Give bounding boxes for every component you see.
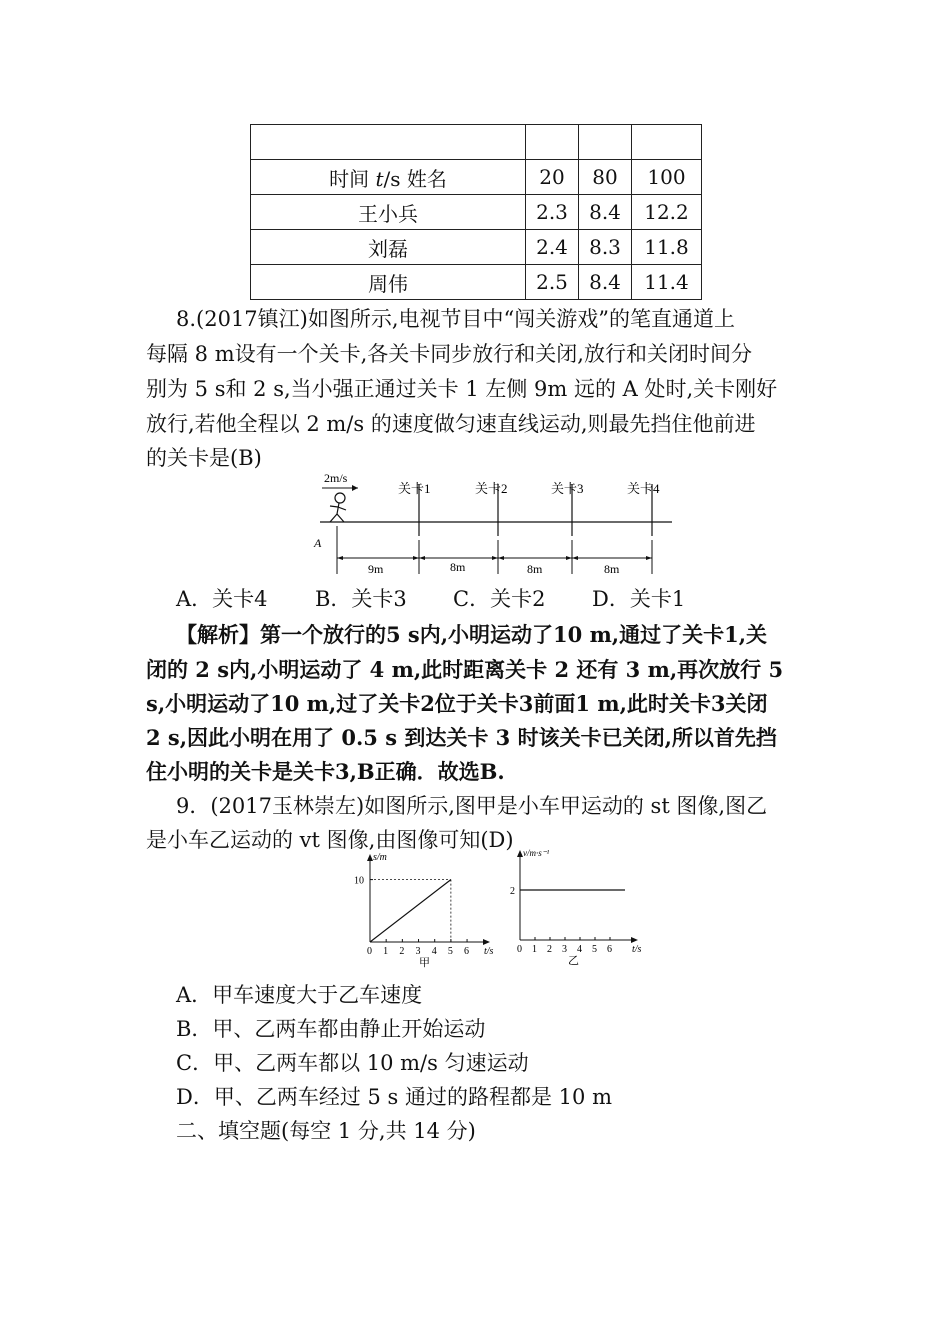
gate-3-label: 关卡3: [551, 481, 584, 496]
x-tick-label: 0: [517, 944, 522, 955]
table-cell: 8.4: [579, 265, 632, 300]
runner-icon: [330, 493, 346, 522]
gate-1-label: 关卡1: [398, 481, 431, 496]
q9-option-a: A．甲车速度大于乙车速度: [176, 983, 423, 1007]
q9-option-b: B．甲、乙两车都由静止开始运动: [176, 1017, 486, 1041]
results-table: [250, 124, 702, 300]
x-tick-label: 3: [415, 946, 421, 957]
table-cell-name: 刘磊: [251, 230, 526, 265]
q8-option-b: B．关卡3: [315, 587, 407, 611]
table-cell: 8.4: [579, 195, 632, 230]
chart-title: 乙: [568, 955, 579, 967]
x-tick-label: 2: [399, 946, 405, 957]
table-header-row: [251, 160, 702, 195]
x-tick-label: 2: [547, 944, 552, 955]
table-header-label: 时间 t/s 姓名: [251, 160, 526, 195]
x-axis-arrow-icon: [631, 937, 638, 943]
q8-line-1: 8.(2017镇江)如图所示,电视节目中“闯关游戏”的笔直通道上: [176, 307, 736, 331]
table-cell: 2.3: [526, 195, 579, 230]
distance-label: 8m: [527, 562, 543, 576]
table-blank-row: [251, 125, 702, 160]
table-row: [251, 195, 702, 230]
analysis-line-2: 闭的 2 s内,小明运动了 4 m,此时距离关卡 2 还有 3 m,再次放行 5: [146, 657, 784, 682]
q8-option-a: A．关卡4: [176, 587, 268, 611]
point-a-label: A: [314, 536, 322, 550]
q8-line-4: 放行,若他全程以 2 m/s 的速度做匀速直线运动,则最先挡住他前进: [146, 412, 756, 436]
q9-line-2: 是小车乙运动的 vt 图像,由图像可知(D): [146, 828, 514, 852]
table-header-cell: 20: [526, 160, 579, 195]
y-axis-label: s/m: [373, 852, 387, 863]
table-cell: 11.4: [632, 265, 702, 300]
x-tick-label: 3: [562, 944, 567, 955]
distance-label: 8m: [450, 560, 466, 574]
q8-option-c: C．关卡2: [453, 587, 546, 611]
x-tick-label: 0: [367, 946, 372, 957]
q9-line-1: 9．(2017玉林崇左)如图所示,图甲是小车甲运动的 st 图像,图乙: [176, 794, 768, 818]
x-tick-label: 4: [431, 946, 437, 957]
chart-vt-graph: [500, 848, 650, 977]
table-row: [251, 265, 702, 300]
series-line: [370, 880, 451, 942]
x-tick-label: 5: [592, 944, 597, 955]
y-tick-label: 10: [354, 875, 364, 887]
q8-line-3: 别为 5 s和 2 s,当小强正通过关卡 1 左侧 9m 远的 A 处时,关卡刚好: [146, 377, 778, 401]
x-axis-label: t/s: [484, 946, 494, 957]
speed-label: 2m/s: [324, 471, 348, 485]
y-axis-label: v/m·s⁻¹: [523, 848, 550, 858]
q8-option-d: D．关卡1: [592, 587, 686, 611]
q8-line-5: 的关卡是(B): [146, 446, 262, 470]
y-tick-label: 2: [510, 886, 515, 897]
chart-title: 甲: [419, 957, 430, 969]
q8-line-2: 每隔 8 m设有一个关卡,各关卡同步放行和关闭,放行和关闭时间分: [146, 342, 752, 366]
table-cell: 2.4: [526, 230, 579, 265]
section-title-fill-in: 二、填空题(每空 1 分,共 14 分): [176, 1119, 476, 1143]
distance-label: 9m: [368, 562, 384, 576]
table-header-cell: 100: [632, 160, 702, 195]
table-cell-name: 周伟: [251, 265, 526, 300]
table-row: [251, 230, 702, 265]
x-tick-label: 5: [447, 946, 453, 957]
x-tick-label: 4: [577, 944, 582, 955]
table-cell: 11.8: [632, 230, 702, 265]
q9-option-d: D．甲、乙两车经过 5 s 通过的路程都是 10 m: [176, 1085, 612, 1109]
table-cell: 2.5: [526, 265, 579, 300]
table-cell: 8.3: [579, 230, 632, 265]
arrow-head-icon: [352, 485, 358, 491]
analysis-line-3: s,小明运动了10 m,过了关卡2位于关卡3前面1 m,此时关卡3关闭: [146, 691, 768, 716]
table-cell-name: 王小兵: [251, 195, 526, 230]
q9-option-c: C．甲、乙两车都以 10 m/s 匀速运动: [176, 1051, 529, 1075]
analysis-line-1: 【解析】第一个放行的5 s内,小明运动了10 m,通过了关卡1,关: [176, 622, 768, 647]
x-tick-label: 1: [532, 944, 537, 955]
x-axis-arrow-icon: [483, 939, 490, 945]
table-header-cell: 80: [579, 160, 632, 195]
analysis-line-5: 住小明的关卡是关卡3,B正确．故选B.: [146, 759, 505, 784]
gate-4-label: 关卡4: [627, 481, 660, 496]
analysis-line-4: 2 s,因此小明在用了 0.5 s 到达关卡 3 时该关卡已关闭,所以首先挡: [146, 725, 777, 750]
chart-st-graph: [340, 852, 494, 977]
gate-diagram: [310, 470, 680, 580]
distance-label: 8m: [604, 562, 620, 576]
x-tick-label: 6: [607, 944, 612, 955]
x-tick-label: 6: [464, 946, 470, 957]
x-axis-label: t/s: [632, 944, 642, 955]
gate-2-label: 关卡2: [475, 481, 508, 496]
x-tick-label: 1: [383, 946, 389, 957]
table-cell: 12.2: [632, 195, 702, 230]
